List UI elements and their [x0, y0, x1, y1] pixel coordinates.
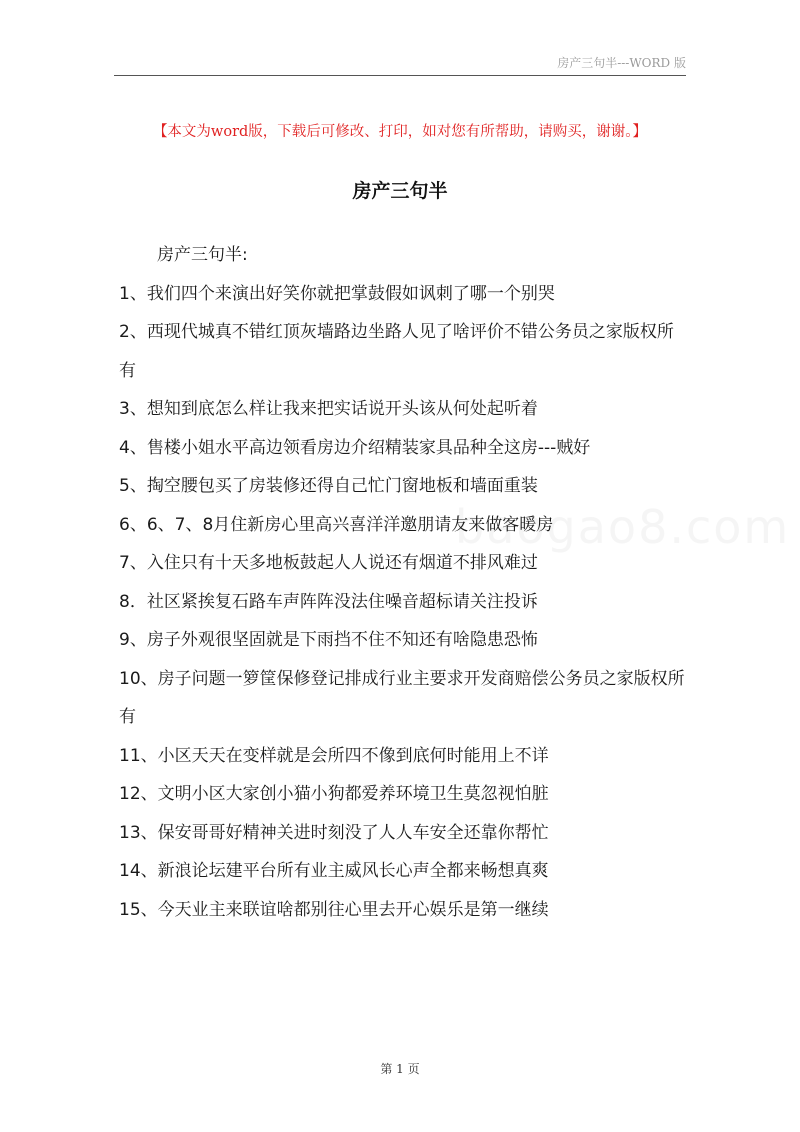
verse-line: 2、西现代城真不错红顶灰墙路边坐路人见了啥评价不错公务员之家版权所有: [119, 322, 674, 381]
verse-line: 14、新浪论坛建平台所有业主威风长心声全都来畅想真爽: [119, 861, 549, 881]
intro-line: 房产三句半:: [157, 245, 248, 265]
watermark: baogao8.com: [455, 500, 791, 554]
verse-line: 4、售楼小姐水平高边领看房边介绍精装家具品种全这房---贼好: [119, 437, 591, 458]
purchase-notice: 【本文为word版，下载后可修改、打印，如对您有所帮助，请购买，谢谢。】: [152, 124, 648, 140]
verse-line: 8．社区紧挨复石路车声阵阵没法住噪音超标请关注投诉: [119, 591, 538, 612]
verse-line: 5、掏空腰包买了房装修还得自己忙门窗地板和墙面重装: [119, 476, 538, 496]
verse-line: 3、想知到底怎么样让我来把实话说开头该从何处起听着: [119, 399, 538, 419]
verse-line: 10、房子问题一箩筐保修登记排成行业主要求开发商赔偿公务员之家版权所有: [119, 668, 685, 727]
running-header: 房产三句半---WORD 版: [557, 56, 686, 70]
verse-line: 7、入住只有十天多地板鼓起人人说还有烟道不排风难过: [119, 553, 538, 573]
page-number: 第 1 页: [380, 1062, 420, 1076]
verse-line: 13、保安哥哥好精神关进时刻没了人人车安全还靠你帮忙: [119, 822, 549, 843]
document-title: 房产三句半: [352, 180, 448, 202]
document-body: [119, 236, 689, 929]
verse-line: 1、我们四个来演出好笑你就把掌鼓假如讽刺了哪一个别哭: [119, 283, 555, 304]
verse-line: 15、今天业主来联谊啥都别往心里去开心娱乐是第一继续: [119, 899, 549, 920]
verse-line: 12、文明小区大家创小猫小狗都爱养环境卫生莫忽视怕脏: [119, 784, 549, 804]
header-divider: [114, 75, 686, 76]
verse-line: 11、小区天天在变样就是会所四不像到底何时能用上不详: [119, 745, 549, 766]
verse-line: 6、6、7、8月住新房心里高兴喜洋洋邀朋请友来做客暖房: [119, 514, 554, 535]
verse-line: 9、房子外观很坚固就是下雨挡不住不知还有啥隐患恐怖: [119, 630, 538, 650]
